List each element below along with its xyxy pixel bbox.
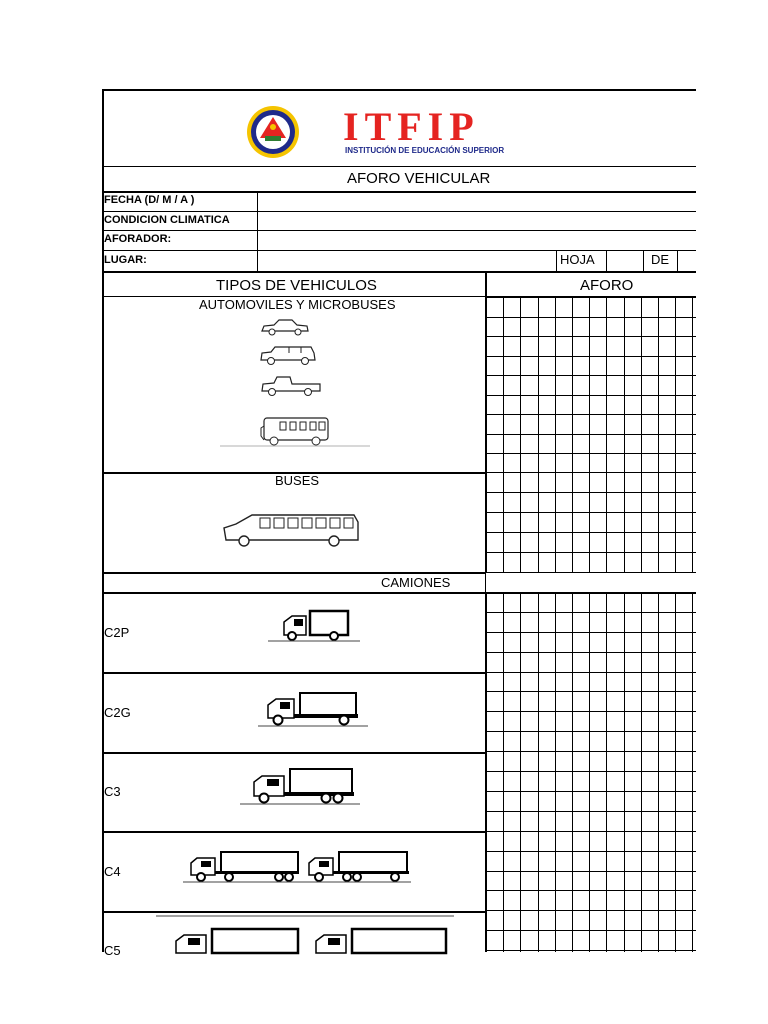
grid-row-line [486, 771, 696, 772]
grid-col-line [692, 592, 693, 952]
truck-c2p-icon [268, 608, 360, 644]
truck-label-c5: C5 [104, 943, 121, 958]
grid-row-line [486, 930, 696, 931]
fecha-field[interactable] [258, 193, 696, 211]
grid-col-line [624, 592, 625, 952]
grid-row-line [486, 434, 696, 435]
tipos-header: TIPOS DE VEHICULOS [216, 277, 377, 294]
grid-col-line [572, 592, 573, 952]
aforador-label: AFORADOR: [104, 233, 172, 245]
grid-col-line [624, 297, 625, 572]
grid-col-line [692, 297, 693, 572]
grid-row-line [486, 552, 696, 553]
logo-seal-icon [245, 105, 301, 159]
de-field[interactable] [678, 251, 696, 271]
grid-row-line [486, 731, 696, 732]
grid-row-line [486, 395, 696, 396]
truck-label-c4: C4 [104, 864, 121, 879]
buses-label: BUSES [275, 473, 320, 488]
hoja-field[interactable] [607, 251, 643, 271]
bus-icon [222, 512, 362, 548]
grid-row-line [486, 612, 696, 613]
aforo-header: AFORO [580, 277, 634, 294]
logo [245, 105, 545, 160]
grid-row-line [486, 512, 696, 513]
grid-row-line [486, 910, 696, 911]
hoja-label: HOJA [560, 252, 595, 267]
condicion-label: CONDICION CLIMATICA [104, 214, 230, 226]
grid-row-line [486, 711, 696, 712]
aforo-tally-grid[interactable] [486, 297, 696, 952]
grid-row-line [486, 375, 696, 376]
pickup-truck-icon [260, 374, 322, 398]
condicion-field[interactable] [258, 212, 696, 230]
de-label: DE [651, 252, 670, 267]
grid-row-line [486, 336, 696, 337]
logo-subtitle: INSTITUCIÓN DE EDUCACIÓN SUPERIOR [345, 146, 505, 155]
grid-row-line [486, 652, 696, 653]
grid-col-line [606, 592, 607, 952]
grid-row-line [486, 950, 696, 951]
grid-row-line [486, 751, 696, 752]
grid-row-line [486, 592, 696, 593]
lugar-label: LUGAR: [104, 254, 147, 266]
grid-col-line [555, 592, 556, 952]
grid-col-line [675, 592, 676, 952]
grid-row-line [486, 811, 696, 812]
car-sedan-icon [260, 318, 310, 336]
grid-col-line [589, 297, 590, 572]
grid-row-line [486, 871, 696, 872]
grid-row-line [486, 453, 696, 454]
title-top-line [102, 166, 696, 167]
grid-col-line [503, 297, 504, 572]
truck-c4-icon [183, 849, 411, 885]
truck-c3-icon [240, 766, 360, 806]
automoviles-label: AUTOMOVILES Y MICROBUSES [199, 297, 396, 312]
truck-label-c2p: C2P [104, 625, 130, 640]
grid-row-line [486, 297, 696, 298]
grid-row-line [486, 691, 696, 692]
sheet-top-border [102, 89, 696, 91]
grid-row-line [486, 472, 696, 473]
grid-col-line [538, 297, 539, 572]
grid-col-line [589, 592, 590, 952]
grid-col-line [503, 592, 504, 952]
form-title: AFORO VEHICULAR [347, 170, 491, 187]
grid-row-line [486, 632, 696, 633]
grid-col-line [641, 592, 642, 952]
grid-row-line [486, 791, 696, 792]
truck-c5-icon [156, 913, 456, 953]
grid-col-line [555, 297, 556, 572]
grid-col-line [538, 592, 539, 952]
grid-col-line [641, 297, 642, 572]
grid-row-line [486, 890, 696, 891]
grid-row-line [486, 414, 696, 415]
grid-row-line [486, 532, 696, 533]
aforador-field[interactable] [258, 231, 696, 249]
grid-row-line [486, 317, 696, 318]
station-wagon-icon [259, 344, 317, 366]
grid-row-line [486, 831, 696, 832]
grid-row-line [486, 492, 696, 493]
grid-row-line [486, 672, 696, 673]
truck-c2g-icon [258, 690, 368, 728]
grid-col-line [606, 297, 607, 572]
grid-col-line [572, 297, 573, 572]
grid-col-line [520, 592, 521, 952]
grid-col-line [658, 592, 659, 952]
lugar-field[interactable] [258, 251, 556, 271]
camiones-header-band [486, 573, 696, 592]
camiones-label: CAMIONES [381, 575, 451, 590]
grid-col-line [675, 297, 676, 572]
grid-col-line [520, 297, 521, 572]
microbus-icon [260, 414, 330, 448]
truck-label-c3: C3 [104, 784, 121, 799]
logo-name: ITFIP [343, 104, 480, 149]
grid-row-line [486, 851, 696, 852]
fecha-label: FECHA (D/ M / A ) [104, 194, 195, 206]
truck-label-c2g: C2G [104, 705, 131, 720]
grid-col-line [658, 297, 659, 572]
grid-row-line [486, 356, 696, 357]
